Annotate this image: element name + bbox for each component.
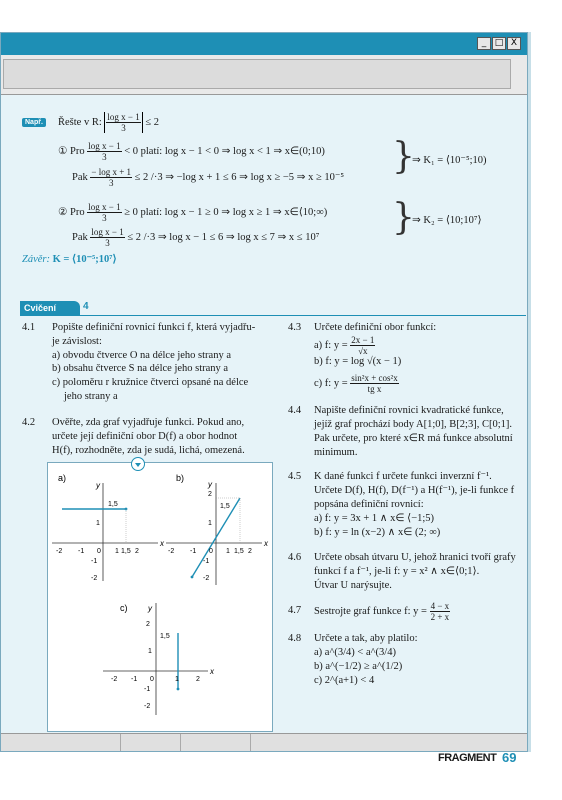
graph-b-endpoint [191, 576, 194, 579]
status-bar [1, 733, 527, 751]
exercise-4-1-line1: Popište definiční rovnicí funkci f, která vyjadřu- [52, 322, 256, 333]
exercise-4-1-c2: jeho strany a [64, 391, 118, 402]
case2-result: ⇒ K₂ = ⟨10;10⁷⟩ [412, 215, 482, 226]
exercise-4-7-den: 2 + x [430, 612, 450, 622]
case2-line2-text: ≤ 2 /·3 ⇒ log x − 1 ≤ 6 ⇒ log x ≤ 7 ⇒ x ≤ 10⁷ [127, 231, 320, 243]
graph-c-xtick: -1 [131, 676, 138, 683]
case1-line1-den: 3 [102, 152, 107, 162]
case2-line1-text: ≥ 0 platí: log x − 1 ≥ 0 ⇒ log x ≥ 1 ⇒ x∈⟨10;∞) [124, 206, 328, 218]
graph-c-xtick: -2 [111, 676, 118, 683]
graph-c-xtick: 1 [175, 676, 179, 683]
graph-a-y-label: y [96, 481, 100, 490]
exercise-4-4-line1: Napište definiční rovnici kvadratické funkce, [314, 405, 504, 416]
case1-line2 [72, 167, 344, 188]
status-segment [1, 734, 121, 751]
exercise-4-8-c: c) 2^(a+1) < 4 [314, 675, 375, 686]
exercise-4-1-b: b) obsahu čtverce S na délce jeho strany a [52, 363, 229, 374]
status-segment [181, 734, 251, 751]
exercise-4-3-line1: Určete definiční obor funkcí: [314, 322, 437, 333]
title-bar [1, 33, 527, 55]
case2-line2-num: log x − 1 [91, 227, 124, 237]
exercise-4-4-number: 4.4 [288, 405, 302, 416]
exercise-4-4-line3: Pak určete, pro které x∈R má funkce absolutní [314, 433, 513, 444]
exercise-4-5-number: 4.5 [288, 471, 302, 482]
exercise-4-6-line1: Určete obsah útvaru U, jehož hranici tvoří grafy [314, 552, 516, 563]
exercise-4-8-line1: Určete a tak, aby platilo: [314, 633, 418, 644]
exercise-4-7-number: 4.7 [288, 605, 302, 616]
exercises-title: Cvičení [20, 301, 80, 315]
exercise-4-1-number: 4.1 [22, 322, 36, 333]
exercise-4-4-line2: jejíž graf prochází body A[1;0], B[2;3], C[0;1]. [314, 419, 512, 430]
exercise-4-8-b: b) a^(−1/2) ≥ a^(1/2) [314, 661, 403, 672]
case1-line1-prefix: Pro [70, 145, 85, 157]
publisher-logo: FRAGMENT [438, 752, 497, 764]
exercise-4-3-c [314, 373, 399, 394]
case2-line1-num: log x − 1 [88, 202, 121, 212]
exercise-4-3-number: 4.3 [288, 322, 302, 333]
case2-marker: ② [58, 206, 68, 218]
case2-line1 [58, 202, 327, 223]
case2-line2 [72, 227, 319, 248]
exercise-4-6-line2: funkcí f a f⁻¹, je-li f: y = x² ∧ x∈⟨0;1⟩. [314, 566, 480, 577]
exercise-4-5-line1: K dané funkci f určete funkci inverzní f⁻¹. [314, 471, 492, 482]
exercise-4-3-c-num: sin²x + cos²x [351, 373, 398, 383]
graphs-svg [48, 463, 272, 731]
graph-c-ytick: 2 [146, 621, 150, 628]
toolbar-panel [3, 59, 511, 89]
status-segment [121, 734, 181, 751]
graph-a-xtick: -1 [78, 548, 85, 555]
window-controls [477, 37, 521, 50]
graph-b-ytick: -2 [203, 575, 210, 582]
graph-b-ytick: 2 [208, 491, 212, 498]
graph-b-ytick: 1 [208, 520, 212, 527]
exercise-4-5-line2: Určete D(f), H(f), D(f⁻¹) a H(f⁻¹), je-li funkce f [314, 485, 515, 496]
window-edge [528, 32, 531, 752]
graph-c-endpoint [177, 688, 180, 691]
status-segment [251, 734, 527, 751]
graph-b-ytick: 1,5 [220, 503, 230, 510]
graph-c-ytick: 1,5 [160, 633, 170, 640]
exercise-4-3-a-num: 2x − 1 [351, 335, 375, 345]
graph-b-ytick: -1 [203, 558, 210, 565]
minimize-button[interactable]: _ [477, 37, 491, 50]
case1-line2-prefix: Pak [72, 171, 88, 183]
exercise-4-1-line2: je závislost: [52, 336, 102, 347]
exercises-number: 4 [83, 301, 89, 312]
case1-marker: ① [58, 145, 68, 157]
task-abs-numerator: log x − 1 [107, 112, 140, 122]
graph-b-xtick: 2 [248, 548, 252, 555]
graph-b-xtick: 1,5 [234, 548, 244, 555]
exercise-4-8-a: a) a^(3/4) < a^(3/4) [314, 647, 396, 658]
graphs-collapse-icon[interactable] [131, 457, 145, 471]
graph-b-x-label: x [264, 539, 268, 548]
graph-c-label: c) [120, 603, 128, 613]
graph-b-xtick: -1 [190, 548, 197, 555]
graph-c-xtick: 0 [150, 676, 154, 683]
exercise-4-2-line1: Ověřte, zda graf vyjadřuje funkci. Pokud ano, [52, 417, 245, 428]
graph-c [103, 603, 215, 715]
graph-c-y-label: y [148, 604, 152, 613]
case2-line2-den: 3 [105, 238, 110, 248]
graph-b-y-label: y [208, 480, 212, 489]
exercise-4-6-line3: Útvar U narýsujte. [314, 580, 392, 591]
maximize-button[interactable]: □ [492, 37, 506, 50]
exercise-4-5-a: a) f: y = 3x + 1 ∧ x∈ ⟨−1;5) [314, 513, 435, 524]
exercise-4-1-c1: c) poloměru r kružnice čtverci opsané na délce [52, 377, 249, 388]
exercise-4-3-a-prefix: a) f: y = [314, 339, 348, 351]
graph-a-ytick: -2 [91, 575, 98, 582]
graph-c-ytick: 1 [148, 648, 152, 655]
case1-result: ⇒ K₁ = ⟨10⁻⁵;10) [412, 155, 487, 166]
graph-a-xtick: 1 [115, 548, 119, 555]
graph-a-xtick: -2 [56, 548, 63, 555]
case2-line1-prefix: Pro [70, 206, 85, 218]
conclusion-label: Závěr: [22, 254, 50, 265]
graph-a-xtick: 2 [135, 548, 139, 555]
conclusion-value: K = ⟨10⁻⁵;10⁷⟩ [52, 254, 117, 265]
example-task [58, 112, 159, 133]
graph-c-ytick: -2 [144, 703, 151, 710]
graph-c-x-label: x [210, 667, 214, 676]
exercise-4-7-num: 4 − x [430, 601, 450, 611]
graph-c-xtick: 2 [196, 676, 200, 683]
case1-line2-text: ≤ 2 /·3 ⇒ −log x + 1 ≤ 6 ⇒ log x ≥ −5 ⇒ x ≥ 10⁻⁵ [134, 171, 345, 183]
graph-b [166, 480, 269, 585]
case1-line1-text: < 0 platí: log x − 1 < 0 ⇒ log x < 1 ⇒ x∈(0;10) [124, 145, 325, 157]
exercise-4-2-line2: určete její definiční obor D(f) a obor hodnot [52, 431, 238, 442]
graph-b-xtick: -2 [168, 548, 175, 555]
exercise-4-5-line3: popsána definiční rovnicí: [314, 499, 424, 510]
case1-line2-num: − log x + 1 [91, 167, 132, 177]
exercise-4-4-line4: minimum. [314, 447, 358, 458]
exercise-4-2-line3: H(f), rozhodněte, zda je sudá, lichá, omezená. [52, 445, 245, 456]
exercise-4-1-a: a) obvodu čtverce O na délce jeho strany a [52, 350, 232, 361]
case2-brace: } [392, 197, 415, 238]
graph-a-ytick: 1 [96, 520, 100, 527]
case2-line1-den: 3 [102, 213, 107, 223]
exercise-4-3-a-den: √x [358, 346, 368, 356]
exercise-4-3-c-prefix: c) f: y = [314, 377, 348, 389]
graphs-panel [47, 462, 273, 732]
exercise-4-5-b: b) f: y = ln (x−2) ∧ x∈ (2; ∞) [314, 527, 441, 538]
graph-b-xtick: 0 [209, 548, 213, 555]
graph-a-x-label: x [160, 539, 164, 548]
graph-a [52, 481, 165, 582]
exercise-4-3-b: b) f: y = log √(x − 1) [314, 356, 402, 367]
exercise-4-7-line [314, 601, 450, 622]
graph-a-ytick: -1 [91, 558, 98, 565]
exercise-4-8-number: 4.8 [288, 633, 302, 644]
graph-c-ytick: -1 [144, 686, 151, 693]
exercises-divider [20, 315, 526, 316]
toolbar [1, 55, 527, 95]
task-suffix: ≤ 2 [145, 116, 159, 128]
close-button[interactable]: X [507, 37, 521, 50]
exercise-4-3-c-den: tg x [367, 384, 382, 394]
conclusion [22, 253, 117, 266]
task-abs-denominator: 3 [121, 123, 126, 133]
case1-line2-den: 3 [108, 178, 114, 188]
graph-a-label: a) [58, 473, 67, 483]
page-number: 69 [502, 750, 517, 765]
graph-a-xtick: 1,5 [121, 548, 131, 555]
exercise-4-7-prefix: Sestrojte graf funkce f: y = [314, 605, 427, 617]
task-prefix: Řešte v R: [58, 116, 102, 128]
exercise-4-2-number: 4.2 [22, 417, 36, 428]
case1-line1-num: log x − 1 [88, 141, 121, 151]
exercise-4-6-number: 4.6 [288, 552, 302, 563]
exercise-4-3-a [314, 335, 375, 356]
graph-a-xtick: 0 [97, 548, 101, 555]
graph-b-label: b) [176, 473, 185, 483]
case1-brace: } [392, 136, 415, 177]
example-badge: Např. [22, 118, 46, 127]
graph-b-xtick: 1 [226, 548, 230, 555]
graph-a-ytick: 1,5 [108, 501, 118, 508]
case1-line1 [58, 141, 325, 162]
case2-line2-prefix: Pak [72, 231, 88, 243]
